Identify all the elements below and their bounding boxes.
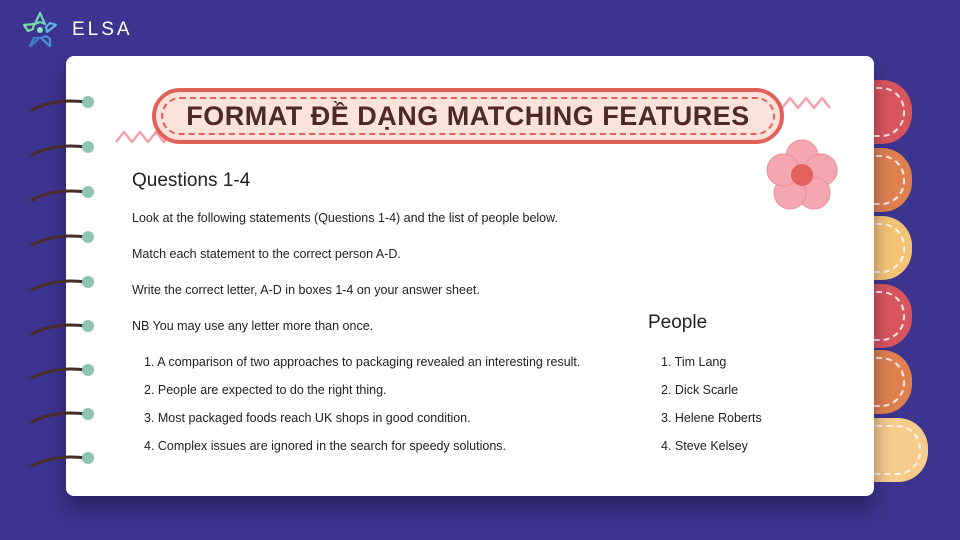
instruction-line: Match each statement to the correct person A-D.	[132, 247, 401, 261]
ring-icon	[26, 436, 106, 476]
statement-item: 2. People are expected to do the right thing.	[144, 383, 387, 397]
spiral-binding	[26, 80, 106, 480]
person-item: 1. Tim Lang	[661, 355, 727, 369]
ring-icon	[26, 304, 106, 344]
instruction-line: NB You may use any letter more than once.	[132, 319, 374, 333]
ring-icon	[26, 215, 106, 255]
people-list	[661, 354, 762, 466]
elsa-wordmark: ELSA	[72, 19, 133, 40]
ring-icon	[26, 80, 106, 120]
ring-icon	[26, 125, 106, 165]
person-item: 4. Steve Kelsey	[661, 439, 748, 453]
title-banner	[152, 88, 784, 144]
statement-item: 1. A comparison of two approaches to packaging revealed an interesting result.	[144, 355, 581, 369]
ring-icon	[26, 348, 106, 388]
statement-item: 4. Complex issues are ignored in the search for speedy solutions.	[144, 439, 506, 453]
people-heading: People	[648, 312, 708, 333]
page-title: FORMAT ĐỀ DẠNG MATCHING FEATURES	[186, 100, 750, 131]
person-item: 2. Dick Scarle	[661, 383, 739, 397]
statement-item: 3. Most packaged foods reach UK shops in good condition.	[144, 411, 471, 425]
ring-icon	[26, 392, 106, 432]
elsa-logo	[20, 10, 133, 50]
person-item: 3. Helene Roberts	[661, 411, 762, 425]
questions-heading: Questions 1-4	[132, 170, 251, 191]
instruction-line: Write the correct letter, A-D in boxes 1-4 on your answer sheet.	[132, 283, 480, 297]
ring-icon	[26, 260, 106, 300]
ring-icon	[26, 170, 106, 210]
flower-icon	[764, 138, 840, 214]
instruction-line: Look at the following statements (Questions 1-4) and the list of people below.	[132, 211, 558, 225]
elsa-star-icon	[20, 10, 60, 50]
statement-list	[144, 354, 580, 466]
